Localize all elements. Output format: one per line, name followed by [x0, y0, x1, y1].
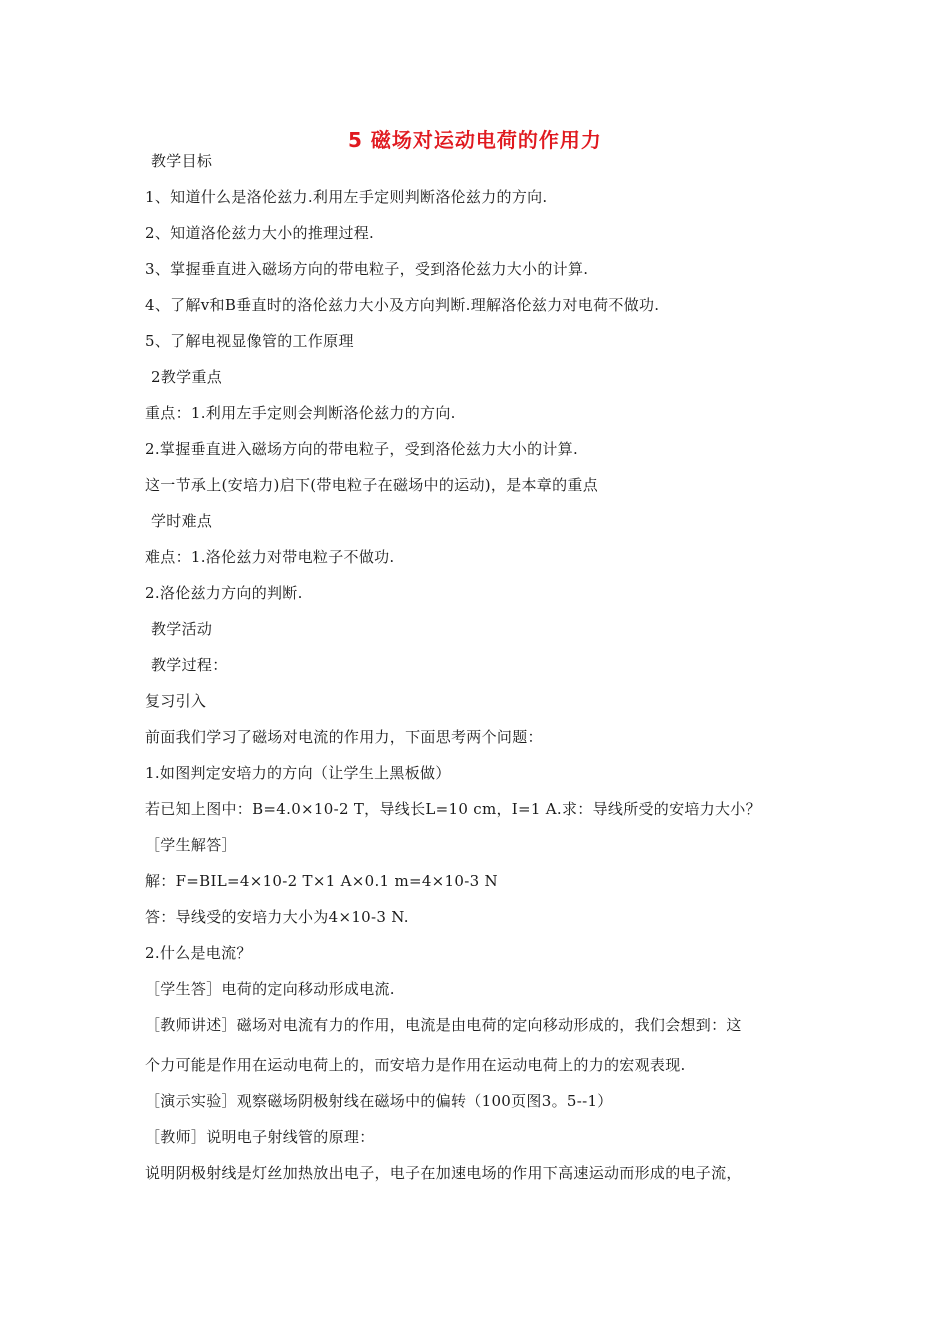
- key-point-2: 2.掌握垂直进入磁场方向的带电粒子，受到洛伦兹力大小的计算.: [145, 440, 579, 458]
- goal-item-4: 4、了解v和B垂直时的洛伦兹力大小及方向判断.理解洛伦兹力对电荷不做功.: [145, 296, 660, 314]
- heading-teaching-goals: 教学目标: [151, 152, 213, 170]
- demo-experiment: ［演示实验］观察磁场阴极射线在磁场中的偏转（100页图3。5--1）: [145, 1092, 613, 1110]
- question-1: 1.如图判定安培力的方向（让学生上黑板做）: [145, 764, 451, 782]
- answer-line: 答：导线受的安培力大小为4×10-3 N.: [145, 908, 409, 926]
- paragraph-intro: 前面我们学习了磁场对电流的作用力，下面思考两个问题：: [145, 728, 543, 746]
- student-answer-2: ［学生答］电荷的定向移动形成电流.: [145, 980, 395, 998]
- teacher-statement-line-2: 个力可能是作用在运动电荷上的，而安培力是作用在运动电荷上的力的宏观表现.: [145, 1056, 686, 1074]
- review-intro: 复习引入: [145, 692, 207, 710]
- difficulty-2: 2.洛伦兹力方向的判断.: [145, 584, 303, 602]
- document-title: 5 磁场对运动电荷的作用力: [348, 128, 602, 152]
- question-2: 2.什么是电流？: [145, 944, 252, 962]
- goal-item-5: 5、了解电视显像管的工作原理: [145, 332, 354, 350]
- key-point-1: 重点：1.利用左手定则会判断洛伦兹力的方向.: [145, 404, 456, 422]
- teacher-statement-line-1: ［教师讲述］磁场对电流有力的作用，电流是由电荷的定向移动形成的，我们会想到：这: [145, 1016, 742, 1034]
- teacher-explanation: ［教师］说明电子射线管的原理：: [145, 1128, 375, 1146]
- goal-item-2: 2、知道洛伦兹力大小的推理过程.: [145, 224, 375, 242]
- heading-activities: 教学活动: [151, 620, 213, 638]
- heading-process: 教学过程：: [151, 656, 228, 674]
- key-point-note: 这一节承上(安培力)启下(带电粒子在磁场中的运动)，是本章的重点: [145, 476, 599, 494]
- difficulty-1: 难点：1.洛伦兹力对带电粒子不做功.: [145, 548, 395, 566]
- heading-difficulties: 学时难点: [151, 512, 213, 530]
- heading-key-points: 2教学重点: [151, 368, 223, 386]
- goal-item-3: 3、掌握垂直进入磁场方向的带电粒子，受到洛伦兹力大小的计算.: [145, 260, 589, 278]
- question-1-given: 若已知上图中：B=4.0×10-2 T，导线长L=10 cm，I=1 A.求：导线所受的安培力大小？: [145, 800, 761, 818]
- cathode-ray-description: 说明阴极射线是灯丝加热放出电子，电子在加速电场的作用下高速运动而形成的电子流，: [145, 1164, 742, 1182]
- student-answer-label: ［学生解答］: [145, 836, 237, 854]
- solution-line: 解：F=BIL=4×10-2 T×1 A×0.1 m=4×10-3 N: [145, 872, 498, 890]
- goal-item-1: 1、知道什么是洛伦兹力.利用左手定则判断洛伦兹力的方向.: [145, 188, 548, 206]
